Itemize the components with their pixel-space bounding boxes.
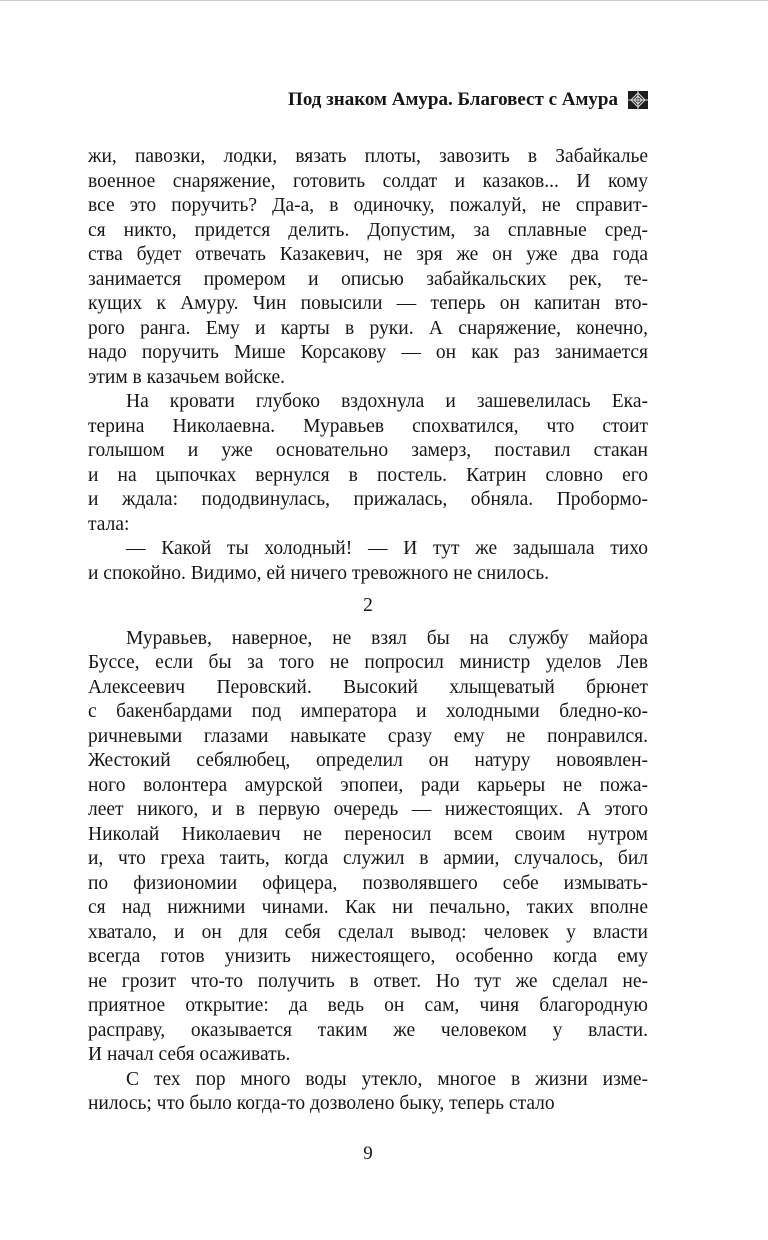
text-line: Николай Николаевич не переносил всем своим нутром bbox=[88, 823, 648, 845]
text-line: рого ранга. Ему и карты в руки. А снаряжение, конечно, bbox=[88, 317, 648, 339]
text-line: Алексеевич Перовский. Высокий хлыщеватый брюнет bbox=[88, 676, 648, 698]
section-number: 2 bbox=[363, 595, 373, 616]
text-line: всегда готов унизить нижестоящего, особенно когда ему bbox=[88, 946, 648, 967]
text-line: хватало, и он для себя сделал вывод: человек у власти bbox=[88, 921, 648, 943]
text-line: и ждала: пододвинулась, прижалась, обняла. Пробормо- bbox=[88, 489, 648, 510]
paragraph bbox=[88, 627, 648, 1068]
paragraph bbox=[88, 390, 648, 537]
text-line: ся никто, придется делить. Допустим, за сплавные сред- bbox=[88, 219, 648, 241]
paragraph bbox=[88, 145, 648, 390]
text-line: этим в казачьем войске. bbox=[88, 366, 286, 388]
text-line: ричневыми глазами навыкате сразу ему не понравился. bbox=[88, 725, 648, 747]
text-line: тала: bbox=[88, 513, 130, 535]
header-title: Под знаком Амура. Благовест с Амура bbox=[288, 89, 618, 110]
text-line: занимается промером и описью забайкальских рек, те- bbox=[88, 268, 648, 290]
text-line: и на цыпочках вернулся в постель. Катрин словно его bbox=[88, 464, 648, 486]
text-line: ного волонтера амурской эпопеи, ради карьеры не пожа- bbox=[88, 774, 648, 796]
page-number: 9 bbox=[363, 1142, 373, 1164]
ornament-knot-icon bbox=[628, 91, 648, 109]
text-line: голышом и уже основательно замерз, поставил стакан bbox=[88, 440, 648, 461]
paragraph bbox=[88, 1068, 648, 1117]
text-line: Буссе, если бы за того не попросил министр уделов Лев bbox=[88, 652, 648, 673]
text-line: кущих к Амуру. Чин повысили — теперь он капитан вто- bbox=[88, 293, 648, 314]
text-line: ся над нижними чинами. Как ни печально, таких вполне bbox=[88, 897, 648, 918]
page-footer bbox=[88, 1143, 648, 1165]
text-line: с бакенбардами под императора и холодными бледно-ко- bbox=[88, 701, 648, 722]
text-line: все это поручить? Да-а, в одиночку, пожалуй, не справит- bbox=[88, 195, 648, 216]
text-line: надо поручить Мише Корсакову — он как раз занимается bbox=[88, 342, 648, 363]
text-line: Муравьев, наверное, не взял бы на службу майора bbox=[126, 627, 648, 649]
text-line: Жестокий себялюбец, определил он натуру новоявлен- bbox=[88, 750, 648, 771]
text-line: не грозит что-то получить в ответ. Но тут же сделал не- bbox=[88, 970, 648, 992]
paragraph bbox=[88, 537, 648, 586]
text-line: военное снаряжение, готовить солдат и казаков... И кому bbox=[88, 170, 648, 192]
text-line: нилось; что было когда-то дозволено быку, теперь стало bbox=[88, 1093, 555, 1114]
text-line: жи, павозки, лодки, вязать плоты, завозить в Забайкалье bbox=[88, 146, 648, 167]
text-line: И начал себя осаживать. bbox=[88, 1044, 291, 1065]
text-line: ства будет отвечать Казакевич, не зря же он уже два года bbox=[88, 244, 648, 265]
text-line: терина Николаевна. Муравьев спохватился, что стоит bbox=[88, 415, 648, 437]
text-line: и спокойно. Видимо, ей ничего тревожного не снилось. bbox=[88, 562, 550, 584]
text-line: На кровати глубоко вздохнула и зашевелилась Ека- bbox=[126, 391, 648, 412]
page-body bbox=[88, 145, 648, 1117]
text-line: — Какой ты холодный! — И тут же задышала тихо bbox=[126, 538, 648, 559]
text-line: леет никого, и в первую очередь — нижестоящих. А этого bbox=[88, 799, 648, 820]
text-line: по физиономии офицера, позволявшего себе измывать- bbox=[88, 872, 648, 894]
text-line: С тех пор много воды утекло, многое в жизни изме- bbox=[126, 1068, 648, 1090]
text-line: расправу, оказывается таким же человеком у власти. bbox=[88, 1019, 648, 1041]
text-line: приятное открытие: да ведь он сам, чиня благородную bbox=[88, 995, 648, 1016]
text-line: и, что греха таить, когда служил в армии, случалось, бил bbox=[88, 848, 648, 869]
running-header bbox=[88, 89, 648, 111]
